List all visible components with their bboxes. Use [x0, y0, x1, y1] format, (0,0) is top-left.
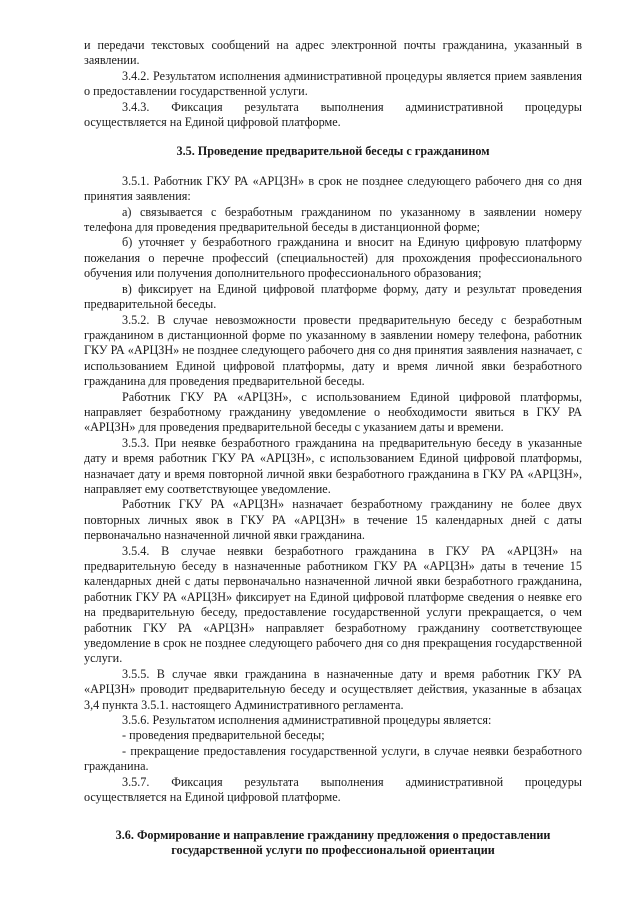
- paragraph-3-5-4: 3.5.4. В случае неявки безработного гражданина в ГКУ РА «АРЦЗН» на предварительную беседу в назначенные работником ГКУ РА «АРЦЗН» даты в течение 15 календарных дней с даты первоначально назначенной личной явки безработного гражданина, работник ГКУ РА «АРЦЗН» фиксирует на Единой цифровой платформе сведения о неявке его на предварительную беседу, предоставление государственной услуги прекращается, о чем работник ГКУ РА «АРЦЗН» направляет безработному гражданину соответствующее уведомление в срок не позднее следующего рабочего дня со дня прекращения государственной услуги.: [84, 543, 582, 666]
- paragraph-3-4-3-line2: осуществляется на Единой цифровой платформе.: [84, 115, 341, 130]
- paragraph-3-5-2-notice: Работник ГКУ РА «АРЦЗН», с использованием Единой цифровой платформы, направляет безработному гражданину уведомление о необходимости явиться в ГКУ РА «АРЦЗН» для проведения предварительной беседы с указанием даты и времени.: [84, 389, 582, 435]
- section-heading-3-5: 3.5. Проведение предварительной беседы с гражданином: [176, 144, 490, 159]
- paragraph-3-5-3: 3.5.3. При неявке безработного гражданина на предварительную беседу в указанные дату и время работник ГКУ РА «АРЦЗН», с использованием Единой цифровой платформы, назначает дату и время повторной личной явки безработного гражданина в ГКУ РА «АРЦЗН», направляет ему соответствующее уведомление.: [84, 435, 582, 496]
- paragraph-3-5-6: 3.5.6. Результатом исполнения административной процедуры является:: [122, 713, 492, 728]
- paragraph-3-5-1: 3.5.1. Работник ГКУ РА «АРЦЗН» в срок не позднее следующего рабочего дня со дня принятия заявления:: [84, 173, 582, 204]
- section-heading-3-6-line1: 3.6. Формирование и направление гражданину предложения о предоставлении: [115, 827, 551, 842]
- paragraph-3-5-3-repeat: Работник ГКУ РА «АРЦЗН» назначает безработному гражданину не более двух повторных личных явок в ГКУ РА «АРЦЗН» в течение 15 календарных дней с даты первоначально назначенной личной явки гражданина.: [84, 497, 582, 543]
- paragraph-3-5-1-a: а) связывается с безработным гражданином по указанному в заявлении номеру телефона для проведения предварительной беседы в дистанционной форме;: [84, 204, 582, 235]
- section-heading-3-6-line2: государственной услуги по профессиональной ориентации: [171, 842, 495, 857]
- paragraph-continuation: и передачи текстовых сообщений на адрес электронной почты гражданина, указанный в заявлении.: [84, 38, 582, 68]
- paragraph-3-5-7-line1: 3.5.7. Фиксация результата выполнения административной процедуры: [122, 774, 582, 789]
- paragraph-3-4-2: 3.4.2. Результатом исполнения административной процедуры является прием заявления о предоставлении государственной услуги.: [84, 68, 582, 99]
- paragraph-3-5-1-b: б) уточняет у безработного гражданина и вносит на Единую цифровую платформу пожелания о перечне профессий (специальностей) для прохождения профессионального обучения или получения дополнительного профессионального образования;: [84, 235, 582, 281]
- paragraph-3-4-3-line1: 3.4.3. Фиксация результата выполнения административной процедуры: [122, 99, 582, 114]
- list-item-result-1: - проведения предварительной беседы;: [122, 728, 325, 743]
- paragraph-3-5-5: 3.5.5. В случае явки гражданина в назначенные дату и время работник ГКУ РА «АРЦЗН» проводит предварительную беседу и осуществляет действия, указанные в абзацах 3,4 пункта 3.5.1. настоящего Административного регламента.: [84, 666, 582, 712]
- paragraph-3-5-1-v: в) фиксирует на Единой цифровой платформе форму, дату и результат проведения предварительной беседы.: [84, 281, 582, 312]
- list-item-result-2: - прекращение предоставления государственной услуги, в случае неявки безработного гражданина.: [84, 743, 582, 774]
- paragraph-3-5-7-line2: осуществляется на Единой цифровой платформе.: [84, 790, 341, 805]
- paragraph-3-5-2: 3.5.2. В случае невозможности провести предварительную беседу с безработным гражданином в дистанционной форме по указанному в заявлении номеру телефона, работник ГКУ РА «АРЦЗН» не позднее следующего рабочего дня со дня принятия заявления назначает, с использованием Единой цифровой платформы, дату и время личной явки безработного гражданина для проведения предварительной беседы.: [84, 312, 582, 389]
